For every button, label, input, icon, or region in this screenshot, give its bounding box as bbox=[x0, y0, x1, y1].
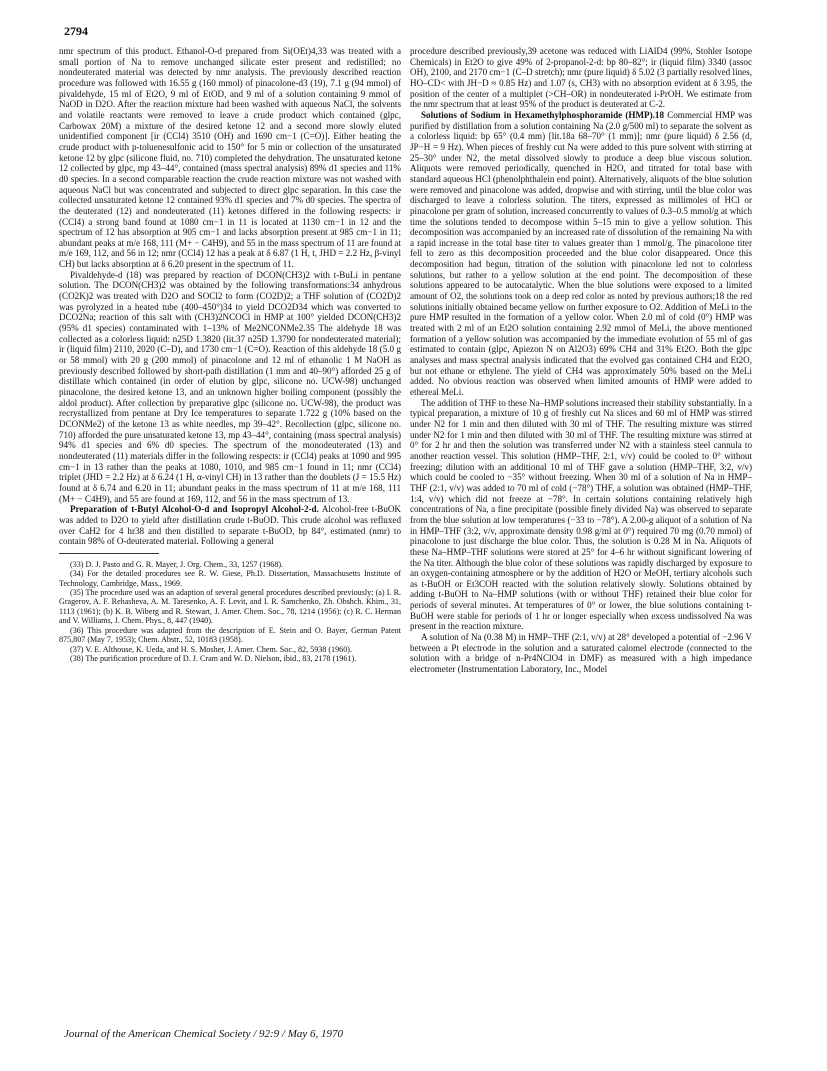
section-heading: Preparation of t-Butyl Alcohol-O-d and Isopropyl Alcohol-2-d. bbox=[70, 504, 319, 515]
page-number: 2794 bbox=[64, 24, 88, 38]
paragraph bbox=[59, 504, 401, 547]
journal-footer: Journal of the American Chemical Society / 92:9 / May 6, 1970 bbox=[64, 1028, 344, 1040]
right-column bbox=[410, 46, 752, 675]
paragraph bbox=[410, 110, 752, 398]
paragraph: procedure described previously,39 acetone was reduced with LiAlD4 (99%, Stohler Isotope Chemicals) in Et2O to give 49% of 2-propanol-2-d: bp 80–82°; ir (liquid film) 3340 (assoc OH), 2100, and 2170 cm−1 (C–D stretch); nmr (pure liquid) δ 5.02 (3 partially resolved lines, HO–CD< with JH−D ≈ 0.85 Hz) and 1.07 (s, CH3) with no absorption evident at δ 3.95, the position of the center of a multiplet (>CH–OR) in nondeuterated i-PrOH. We estimate from the nmr spectrum that at least 95% of the product is deuterated at C-2. bbox=[410, 46, 752, 110]
footnote: (35) The procedure used was an adaption of several general procedures described previously; (a) I. R. Gragerov, A. F. Rehasheva, A. M. Taresenko, A. F. Levit, and I. R. Samchenko, Zh. Obshch. Khim., 31, 1113 (1961); (b) K. B. Wiberg and R. Stewart, J. Amer. Chem. Soc., 78, 1214 (1956); (c) R. C. Herman and V. Williams, J. Chem. Phys., 8, 447 (1940). bbox=[59, 588, 401, 626]
footnote: (34) For the detailed procedures see R. W. Giese, Ph.D. Dissertation, Massachusetts Institute of Technology, Cambridge, Mass., 1969. bbox=[59, 569, 401, 588]
footnote: (37) V. E. Althouse, K. Ueda, and H. S. Mosher, J. Amer. Chem. Soc., 82, 5938 (1960). bbox=[70, 644, 352, 654]
paragraph: nmr spectrum of this product. Ethanol-O-d prepared from Si(OEt)4,33 was treated with a small portion of Na to remove unchanged silicate ester present and redistilled; no nondeuterated material was detected by nmr analysis. The previously described reaction procedure was followed with 16.55 g (160 mmol) of pinacolone-d3 (19), 7.1 g (94 mmol) of pivaldehyde, 15 ml of Et2O, 9 ml of EtOD, and 9 ml of a solution containing 9 mmol of NaOD in D2O. After the reaction mixture had been washed with aqueous NaCl, the solvents and volatile reactants were removed to leave a crude product which contained (glpc, Carbowax 20M) a mixture of the desired ketone 12 and a second more slowly eluted unidentified component [ir (CCl4) 3510 (OH) and 1690 cm−1 (C=O)]. Either heating the crude product with p-toluenesulfonic acid to 150° for 5 min or collection of the unsaturated ketone 12 by glpc (silicone fluid, no. 710) completed the dehydration. The unsaturated ketone 12 collected by glpc, mp 43–44°, contained (mass spectral analysis) 89% d1 species and 11% d0 species. In a second comparable reaction the crude reaction mixture was not washed with aqueous NaCl but was concentrated and subjected to direct glpc separation. In this case the collected unsaturated ketone 12 contained 93% d1 species and 7% d0 species. The spectra of the deuterated (12) and nondeuterated (11) ketones differed in the following respects: ir (CCl4) a strong band found at 1080 cm−1 in 11 is located at 1130 cm−1 in 12 and the spectrum of 12 has absorption at 905 cm−1 and lacks absorption present at 985 cm−1 in 11; abundant peaks at m/e 168, 111 (M+ − C4H9), and 55 in the mass spectrum of 11 are found at m/e 169, 112, and 56 in 12; nmr (CCl4) 12 has a peak at δ 6.87 (1 H, t, JHD = 2.2 Hz, β-vinyl CH) but lacks absorption at δ 6.20 present in the spectrum of 11. bbox=[59, 46, 401, 270]
paragraph: Pivaldehyde-d (18) was prepared by reaction of DCON(CH3)2 with t-BuLi in pentane solution. The DCON(CH3)2 was obtained by the following transformations:34 anhydrous (CO2K)2 was treated with D2O and SOCl2 to form (CO2D)2; a THF solution of (CO2D)2 was pyrolyzed in a heated tube (400–450°)34 to yield DCO2D34 which was converted to DCO2Na; reaction of this salt with (CH3)2NCOCl in HMP at 100° yielded DCON(CH3)2 (95% d1 species) contaminated with 1–13% of Me2NCONMe2.35 The aldehyde 18 was collected as a colorless liquid: n25D 1.3820 (lit.37 n25D 1.3790 for nondeuterated material); ir (liquid film) 2110, 2020 (C–D), and 1730 cm−1 (C=O). Reaction of this aldehyde 18 (5.0 g or 58 mmol) with 20 g (200 mmol) of pinacolone and 12 ml of ethanolic 1 M NaOH as previously described followed by short-path distillation (1 mm and 40–90°) afforded 25 g of distillate which contained (in order of elution by glpc, silicone no. UCW-98) unchanged pinacolone, the desired ketone 13, and an unknown higher boiling component (possibly the aldol product). After collection by preparative glpc (silicone no. UCW-98), the product was recrystallized from pentane at Dry Ice temperatures to separate 1.722 g (10% based on the DCONMe2) of the ketone 13 as white needles, mp 39–42°. Recollection (glpc, silicone no. 710) afforded the pure unsaturated ketone 13, mp 43–44°, containing (mass spectral analysis) 94% d1 species and 6% d0 species. The spectrum of the monodeuterated (13) and nondeuterated (11) materials differ in the following respects: ir (CCl4) peaks at 1090 and 995 cm−1 in 13 rather than the peaks at 1080, 1010, and 985 cm−1 found in 11; nmr (CCl4) triplet (JHD = 2.2 Hz) at δ 6.24 (1 H, α-vinyl CH) in 13 rather than the doublets (J = 15.5 Hz) found at δ 6.74 and 6.20 in 11; abundant peaks in the mass spectrum of 11 at m/e 168, 111 (M+ − C4H9), and 55 are found at 169, 112, and 56 in the mass spectrum of 13. bbox=[59, 269, 401, 504]
footnote-divider bbox=[59, 553, 159, 554]
footnote: (38) The purification procedure of D. J. Cram and W. D. Nielson, ibid., 83, 2178 (1961). bbox=[70, 653, 357, 663]
paragraph: A solution of Na (0.38 M) in HMP–THF (2:1, v/v) at 28° developed a potential of −2.96 V between a Pt electrode in the solution and a saturated calomel electrode (connected to the solution with a bridge of n-Pr4NClO4 in DMF) as measured with a high impedance electrometer (Instrumentation Laboratory, Inc., Model bbox=[410, 632, 752, 675]
paragraph: The addition of THF to these Na–HMP solutions increased their stability substantially. In a typical preparation, a mixture of 10 g of freshly cut Na slices and 60 ml of HMP was stirred under N2 for 1 min and then diluted with 30 ml of THF. The resulting mixture was stirred under N2 for 1 min and then diluted with 30 ml of THF. The resulting mixture was stirred at 0° for 2 hr and then the solution was transferred under N2 with a stainless steel cannula to another reaction vessel. This solution (HMP–THF, 2:1, v/v) could be cooled to 0° without freezing; dilution with an additional 10 ml of THF gave a solution (HMP–THF, 3:2, v/v) which could be cooled to −35° without freezing. When 30 ml of a solution of Na in HMP–THF (2:1, v/v) was added to 70 ml of cold (−78°) THF, a solution was obtained (HMP–THF, 1:4, v/v) which did not freeze at −78°. In certain solutions containing relatively high concentrations of Na, a fine precipitate (possible finely divided Na) was observed to separate from the blue solution at low temperatures (−33 to −78°). A 2.00-g aliquot of a solution of Na in HMP–THF (3:2, v/v, approximate density 0.98 g/ml at 0°) required 70 mg (0.70 mmol) of pinacolone to just discharge the blue color. Thus, the solution is 0.28 M in Na. Aliquots of these Na–HMP–THF solutions were stored at 25° for 4–6 hr without significant lowering of the Na titer. Although the blue color of these solutions was rapidly discharged by exposure to an oxygen-containing atmosphere or by the addition of H2O or MeOH, tertiary alcohols such as t-BuOH or Et3COH reacted with the solution relatively slowly. Solutions obtained by adding t-BuOH to Na–HMP solutions (with or without THF) retained their blue color for periods of several minutes. At temperatures of 0° or lower, the blue solutions containing t-BuOH were stable for periods of 1 hr or longer especially when excess undissolved Na was present in the reaction mixture. bbox=[410, 397, 752, 632]
paragraph-text: Alcohol-free t-BuOK was added to D2O to yield after distillation crude t-BuOD. This crude alcohol was refluxed over CaH2 for 4 hr38 and then distilled to separate t-BuOD, bp 84°, estimated (nmr) to contain 98% of O-deuterated material. Following a general bbox=[59, 504, 401, 547]
footnote: (33) D. J. Pasto and G. R. Mayer, J. Org. Chem., 33, 1257 (1968). bbox=[70, 559, 284, 569]
section-heading: Solutions of Sodium in Hexamethylphosphoramide (HMP).18 bbox=[421, 109, 664, 120]
footnote: (36) This procedure was adapted from the description of E. Stein and O. Bayer, German Patent 875,807 (May 7, 1953); Chem. Abstr., 52, 10183 (1958). bbox=[59, 625, 401, 645]
left-column bbox=[59, 46, 401, 663]
paragraph-text: Commercial HMP was purified by distillation from a solution containing Na (2.0 g/500 ml) to separate the solvent as a colorless liquid: bp 65° (0.4 mm) [lit.18a 68–70° (1 mm)]; nmr (pure liquid) δ 2.56 (d, JP−H = 9 Hz). When pieces of freshly cut Na were added to this pure solvent with stirring at 25–30° under N2, the metal dissolved slowly to produce a deep blue viscous solution. Aliquots were removed periodically, quenched in H2O, and titrated for total base with standard aqueous HCl (phenolphthalein end point). Alternatively, aliquots of the blue solution were removed and pinacolone was added, dropwise and with stirring, until the blue color was discharged to leave a colorless solution. The titers, expressed as millimoles of HCl or pinacolone per gram of solution, increased concurrently to values of 0.3–0.5 mmol/g at which time the solutions tended to decompose within 5–15 min to give a yellow solution. This decomposition was accompanied by an increased rate of dissolution of the remaining Na with a rapid increase in the total base titer to values greater than 1 mmol/g. The pinacolone titer fell to zero as this decomposition proceeded and the blue color disappeared. Once this decomposition had begun, titration of the solution with pinacolone led not to colorless solutions, but rather to a yellow solution at the end point. The decomposition of these solutions appeared to be autocatalytic. When the blue solutions were exposed to a limited amount of O2, the solutions took on a deep red color as noted by previous authors;18 the red solutions initially obtained became yellow on further exposure to O2. Addition of MeLi to the pure HMP resulted in the formation of a yellow color. When 2.0 ml of cold (0°) HMP was treated with 2 ml of an Et2O solution containing 2.92 mmol of MeLi, the above mentioned formation of a yellow solution was accompanied by the immediate evolution of 55 ml of gas estimated to contain (glpc, Apiezon N on Al2O3) 69% CH4 and 31% Et2O. Both the glpc analyses and mass spectral analysis indicated that the evolved gas contained CH4 and Et2O, but not ethane or ethylene. The yield of CH4 was approximately 50% based on the MeLi added. No obvious reaction was observed when limited amounts of HMP were added to ethereal MeLi. bbox=[410, 109, 752, 397]
